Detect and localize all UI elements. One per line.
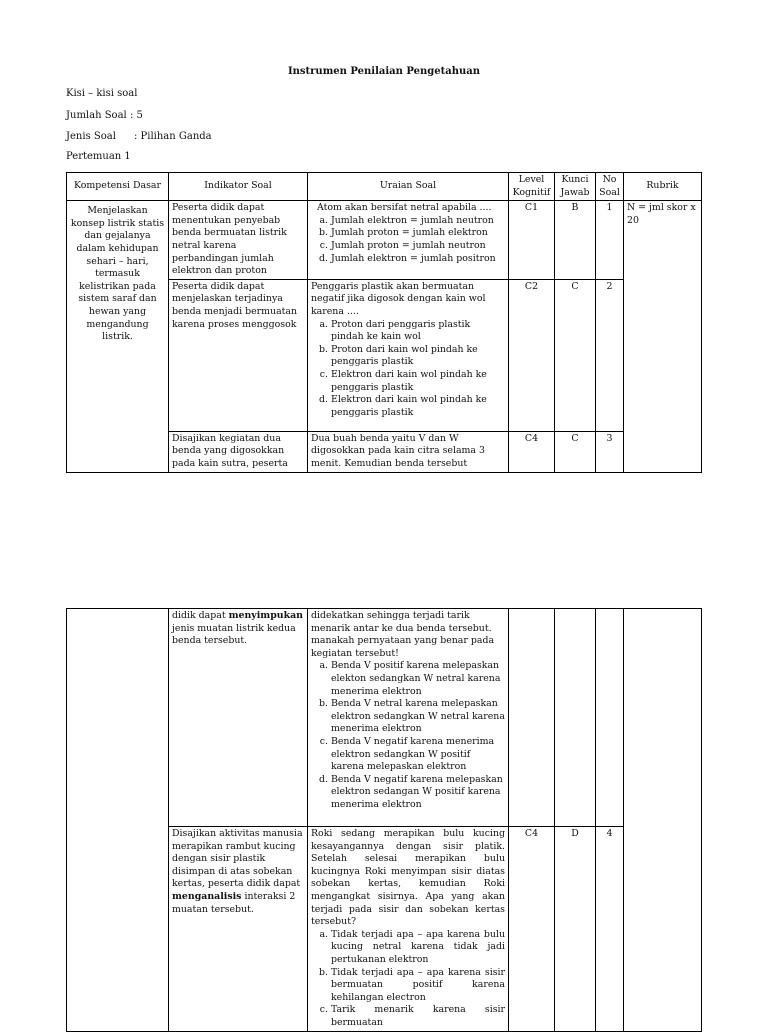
table-row	[67, 609, 702, 827]
kunci-cell: C	[555, 431, 596, 472]
jenis-soal	[66, 131, 212, 142]
no-cell: 1	[596, 201, 624, 280]
jumlah-soal-label: Jumlah Soal	[66, 110, 127, 121]
option-list	[311, 660, 505, 811]
indikator-cell: Peserta didik dapat menjelaskan terjadinya benda menjadi bermuatan karena proses menggosok	[169, 279, 308, 431]
header-kunci: Kunci Jawab	[555, 173, 596, 201]
option: a. Tidak terjadi apa – apa karena bulu kucing netral karena tidak jadi pertukanan elektron	[331, 929, 505, 967]
option: a. Benda V positif karena melepaskan elekton sedangkan W netral karena menerima elektron	[331, 660, 505, 698]
kunci-cell	[555, 609, 596, 827]
kisi-table-part-2	[66, 608, 702, 1032]
header-indikator: Indikator Soal	[169, 173, 308, 201]
indikator-cell: Disajikan kegiatan dua benda yang digosokkan pada kain sutra, peserta	[169, 431, 308, 472]
uraian-cell	[308, 279, 509, 431]
header-no: No Soal	[596, 173, 624, 201]
header-uraian: Uraian Soal	[308, 173, 509, 201]
kisi-table-part-1	[66, 172, 702, 473]
question-stem: Penggaris plastik akan bermuatan negatif jika digosok dengan kain wol karena ....	[311, 280, 486, 317]
option-list	[311, 929, 505, 1030]
level-cell: C1	[509, 201, 555, 280]
table-header-row	[67, 173, 702, 201]
indikator-keyword: menganalisis	[172, 890, 242, 902]
indikator-keyword: menyimpukan	[228, 610, 303, 621]
question-stem: Roki sedang merapikan bulu kucing kesayangannya dengan sisir platik. Setelah selesai merapikan bulu kucingnya Roki menyimpan sisir diatas sobekan kertas, kemudian Roki mengangkat sisirnya. Apa yang akan terjadi pada sisir dan sobekan kertas tersebut?	[311, 828, 505, 928]
level-cell	[509, 609, 555, 827]
jenis-soal-label: Jenis Soal	[66, 131, 116, 142]
rubrik-cell	[624, 609, 702, 1032]
level-cell: C2	[509, 279, 555, 431]
no-cell: 4	[596, 827, 624, 1032]
option-list	[311, 215, 505, 265]
question-stem: didekatkan sehingga terjadi tarik menarik antar ke dua benda tersebut. manakah pernyataan yang benar pada kegiatan tersebut!	[311, 610, 495, 659]
level-cell: C4	[509, 431, 555, 472]
header-kompetensi: Kompetensi Dasar	[67, 173, 169, 201]
no-cell	[596, 609, 624, 827]
option: d. Elektron dari kain wol pindah ke penggaris plastik	[331, 394, 505, 419]
indikator-cell: didik dapat menyimpukan jenis muatan listrik kedua benda tersebut.	[169, 609, 308, 827]
indikator-cell: Peserta didik dapat menentukan penyebab benda bermuatan listrik netral karena perbandingan jumlah elektron dan proton	[169, 201, 308, 280]
kisi-label: Kisi – kisi soal	[66, 88, 138, 99]
uraian-cell	[308, 827, 509, 1032]
kompetensi-dasar-cell: Menjelaskan konsep listrik statis dan gejalanya dalam kehidupan sehari – hari, termasuk kelistrikan pada sistem saraf dan hewan yang mengandung listrik.	[67, 201, 169, 472]
kunci-cell: C	[555, 279, 596, 431]
kompetensi-dasar-cell	[67, 609, 169, 1032]
header-rubrik: Rubrik	[624, 173, 702, 201]
indikator-cell: Disajikan aktivitas manusia merapikan rambut kucing dengan sisir plastik disimpan di atas sobekan kertas, peserta didik dapat menganalisis interaksi 2 muatan tersebut.	[169, 827, 308, 1032]
uraian-cell	[308, 609, 509, 827]
option: b. Jumlah proton = jumlah elektron	[331, 227, 505, 240]
option: a. Jumlah elektron = jumlah neutron	[331, 215, 505, 228]
option: c. Benda V negatif karena menerima elektron sedangkan W positif karena melepaskan elektron	[331, 736, 505, 774]
question-stem: Atom akan bersifat netral apabila ....	[317, 202, 492, 214]
pertemuan-label: Pertemuan 1	[66, 151, 131, 162]
no-cell: 2	[596, 279, 624, 431]
level-cell: C4	[509, 827, 555, 1032]
option: d. Jumlah elektron = jumlah positron	[331, 253, 505, 266]
jumlah-soal	[66, 110, 143, 121]
option: c. Tarik menarik karena sisir bermuatan	[331, 1004, 505, 1029]
option: a. Proton dari penggaris plastik pindah ke kain wol	[331, 319, 505, 344]
option: b. Proton dari kain wol pindah ke penggaris plastik	[331, 344, 505, 369]
option: c. Elektron dari kain wol pindah ke penggaris plastik	[331, 369, 505, 394]
kunci-cell: D	[555, 827, 596, 1032]
rubrik-cell: N = jml skor x 20	[624, 201, 702, 472]
document-title: Instrumen Penilaian Pengetahuan	[287, 66, 481, 77]
option: b. Tidak terjadi apa – apa karena sisir bermuatan positif karena kehilangan electron	[331, 967, 505, 1005]
option: c. Jumlah proton = jumlah neutron	[331, 240, 505, 253]
table-row	[67, 201, 702, 280]
header-level: Level Kognitif	[509, 173, 555, 201]
uraian-cell	[308, 201, 509, 280]
option-list	[311, 319, 505, 420]
option: d. Benda V negatif karena melepaskan elektron sedangan W positif karena menerima elektron	[331, 774, 505, 812]
jumlah-soal-value: : 5	[130, 110, 143, 121]
kunci-cell: B	[555, 201, 596, 280]
no-cell: 3	[596, 431, 624, 472]
option: b. Benda V netral karena melepaskan elektron sedangkan W netral karena menerima elektron	[331, 698, 505, 736]
jenis-soal-value: : Pilihan Ganda	[134, 131, 212, 142]
uraian-cell: Dua buah benda yaitu V dan W digosokkan pada kain citra selama 3 menit. Kemudian benda tersebut	[308, 431, 509, 472]
